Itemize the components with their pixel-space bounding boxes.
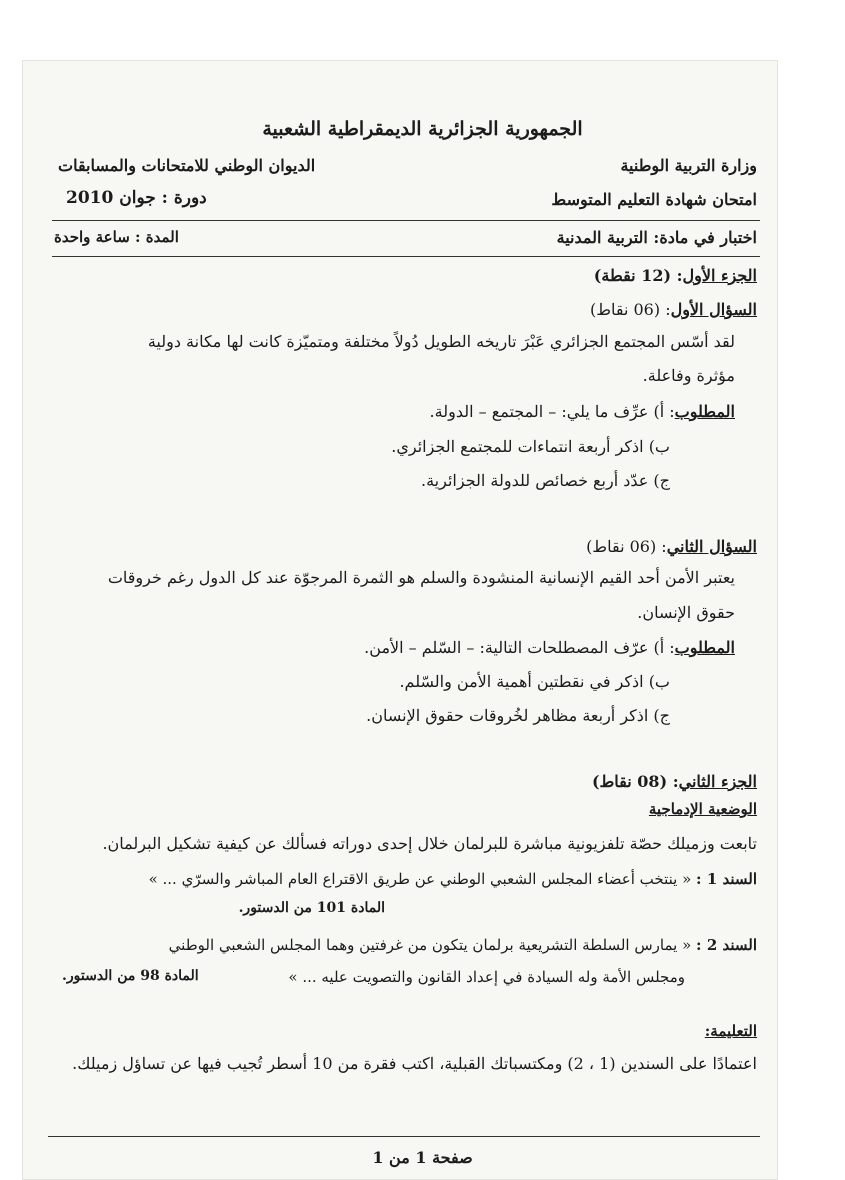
part2-title: الجزء الثاني [678, 772, 757, 791]
q1-item-b: ب) اذكر أربعة انتماءات للمجتمع الجزائري. [391, 437, 670, 456]
doc2-text-line2: ومجلس الأمة وله السيادة في إعداد القانون والتصويت عليه ... » [288, 968, 685, 986]
q1-text-line1: لقد أسّس المجتمع الجزائري عَبْرَ تاريخه الطويل دُولاً مختلفة ومتميّزة كانت لها مكانة دولية [147, 332, 735, 351]
exam-name: امتحان شهادة التعليم المتوسط [551, 190, 757, 209]
republic-title: الجمهورية الجزائرية الديمقراطية الشعبية [262, 118, 583, 140]
doc1-text: « ينتخب أعضاء المجلس الشعبي الوطني عن طريق الاقتراع العام المباشر والسرّي ... » [148, 870, 692, 888]
part1-title: الجزء الأول [682, 266, 757, 285]
q1-item-a-text: : أ) عرِّف ما يلي: – المجتمع – الدولة. [429, 402, 675, 421]
document-2 [169, 936, 757, 954]
situation-title: الوضعية الإدماجية [648, 800, 757, 818]
exam-subject: اختبار في مادة: التربية المدنية [556, 228, 757, 247]
part2-points: : (08 نقاط) [591, 772, 679, 791]
instruction-title: التعليمة: [704, 1022, 757, 1040]
office-name: الديوان الوطني للامتحانات والمسابقات [58, 156, 316, 175]
part1-heading [594, 266, 757, 285]
doc1-label: السند 1 : [696, 870, 757, 888]
situation-intro: تابعت وزميلك حصّة تلفزيونية مباشرة للبرلمان خلال إحدى دوراته فسألك عن كيفية تشكيل البرلمان. [102, 834, 757, 853]
q2-item-b: ب) اذكر في نقطتين أهمية الأمن والسّلم. [399, 672, 670, 691]
q2-text-line1: يعتبر الأمن أحد القيم الإنسانية المنشودة والسلم هو الثمرة المرجوّة عند كل الدول رغم خروقات [107, 568, 735, 587]
q2-item-a [364, 638, 735, 657]
q1-title: السؤال الأول [670, 300, 757, 319]
q1-text-line2: مؤثرة وفاعلة. [642, 366, 735, 385]
ministry-name: وزارة التربية الوطنية [620, 156, 757, 175]
scan-margin [0, 0, 845, 60]
document-1 [149, 870, 757, 888]
header-divider-1 [52, 220, 760, 221]
page-number: صفحة 1 من 1 [372, 1148, 473, 1167]
q1-points: : (06 نقاط) [589, 300, 671, 319]
doc2-reference: المادة 98 من الدستور. [62, 968, 199, 984]
doc2-label: السند 2 : [696, 936, 757, 954]
part1-points: : (12 نقطة) [593, 266, 683, 285]
q1-heading [590, 300, 757, 319]
q2-item-c: ج) اذكر أربعة مظاهر لخُروقات حقوق الإنسان. [366, 706, 670, 725]
footer-divider [48, 1136, 760, 1137]
q1-required-label: المطلوب [674, 402, 735, 421]
q2-title: السؤال الثاني [666, 537, 757, 556]
instruction-text: اعتمادًا على السندين (1 ، 2) ومكتسباتك القبلية، اكتب فقرة من 10 أسطر تُجيب فيها عن تساؤل زميلك. [72, 1054, 757, 1073]
q2-required-label: المطلوب [674, 638, 735, 657]
doc1-reference: المادة 101 من الدستور. [238, 900, 385, 916]
q2-item-a-text: : أ) عرّف المصطلحات التالية: – السّلم – الأمن. [364, 638, 675, 657]
q1-item-a [430, 402, 735, 421]
header-divider-2 [52, 256, 760, 257]
q2-heading [586, 537, 757, 556]
doc2-text-line1: « يمارس السلطة التشريعية برلمان يتكون من غرفتين وهما المجلس الشعبي الوطني [168, 936, 692, 954]
q2-points: : (06 نقاط) [586, 537, 667, 556]
q2-text-line2: حقوق الإنسان. [637, 603, 735, 622]
part2-heading [592, 772, 757, 791]
exam-session: دورة : جوان 2010 [66, 188, 207, 208]
q1-item-c: ج) عدّد أربع خصائص للدولة الجزائرية. [421, 471, 670, 490]
exam-duration: المدة : ساعة واحدة [54, 228, 179, 246]
